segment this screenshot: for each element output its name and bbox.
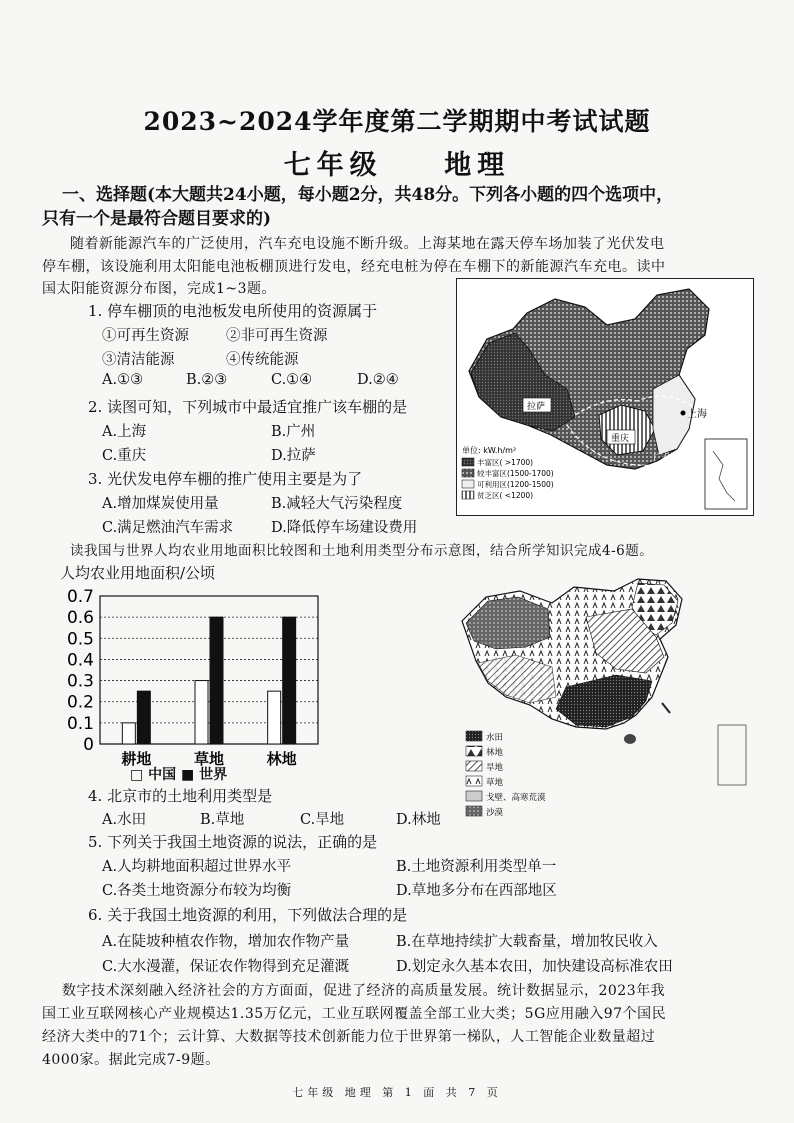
q1-stem: 1. 停车棚顶的电池板发电所使用的资源属于 <box>88 302 378 320</box>
label-guangzhou: 广州 <box>653 453 673 464</box>
intro2: 读我国与世界人均农业用地面积比较图和土地利用类型分布示意图，结合所学知识完成4-6题。 <box>70 543 654 559</box>
q5-option-c[interactable]: C.各类土地资源分布较为均衡 <box>102 883 292 899</box>
land-use-map <box>456 577 752 827</box>
q4-stem: 4. 北京市的土地利用类型是 <box>88 787 273 805</box>
intro3-line2: 国工业互联网核心产业规模达1.35万亿元，工业互联网覆盖全部工业大类；5G应用融入97个国民 <box>42 1006 667 1022</box>
solar-map-unit: 单位: kW.h/m² <box>462 446 517 455</box>
exam-subtitle: 七年级 地理 <box>283 150 511 181</box>
y-tick-label: 0.2 <box>66 692 94 713</box>
q5-option-b[interactable]: B.土地资源利用类型单一 <box>396 859 557 875</box>
legend-fairly-rich: 较丰富区(1500-1700) <box>477 469 554 478</box>
chart-title: 人均农业用地面积/公顷 <box>60 564 216 582</box>
q2-option-d[interactable]: D.拉萨 <box>271 448 316 464</box>
q4-option-d[interactable]: D.林地 <box>396 812 441 828</box>
y-tick-label: 0.5 <box>66 629 94 650</box>
q6-option-a[interactable]: A.在陡坡种植农作物，增加农作物产量 <box>102 934 350 950</box>
legend-desert: 沙漠 <box>486 808 504 818</box>
q4-option-b[interactable]: B.草地 <box>200 812 245 828</box>
x-category-label: 耕地 <box>121 750 152 768</box>
q2-option-b[interactable]: B.广州 <box>271 424 316 440</box>
q1-statement-3: ③清洁能源 <box>102 352 175 368</box>
q2-stem: 2. 读图可知，下列城市中最适宜推广该车棚的是 <box>88 398 408 416</box>
y-tick-label: 0.6 <box>66 608 94 629</box>
intro1-line3: 国太阳能资源分布图，完成1~3题。 <box>42 281 277 297</box>
label-lhasa: 拉萨 <box>527 402 546 412</box>
bar-china <box>195 681 208 744</box>
intro3-line3: 经济大类中的71个；云计算、大数据等技术创新能力位于世界第一梯队，人工智能企业数量超过 <box>42 1029 656 1045</box>
q1-option-b[interactable]: B.②③ <box>186 372 228 388</box>
q2-option-c[interactable]: C.重庆 <box>102 448 147 464</box>
section-heading-line1: 一、选择题(本大题共24小题，每小题2分，共48分。下列各小题的四个选项中， <box>62 185 674 205</box>
legend-poor: 贫乏区( <1200) <box>477 491 534 500</box>
q5-option-d[interactable]: D.草地多分布在西部地区 <box>396 883 557 899</box>
x-category-label: 林地 <box>266 750 297 768</box>
q1-statement-1: ①可再生资源 <box>102 328 189 344</box>
q6-option-b[interactable]: B.在草地持续扩大载畜量，增加牧民收入 <box>396 934 658 950</box>
page-footer: 七年级 地理 第 1 面 共 7 页 <box>292 1086 502 1099</box>
solar-map-graphic <box>457 279 753 515</box>
q6-option-c[interactable]: C.大水漫灌，保证农作物得到充足灌溉 <box>102 959 350 975</box>
q1-option-c[interactable]: C.①④ <box>271 372 313 388</box>
q3-option-b[interactable]: B.减轻大气污染程度 <box>271 496 403 512</box>
q1-option-d[interactable]: D.②④ <box>357 372 399 388</box>
intro1-line1: 随着新能源汽车的广泛使用，汽车充电设施不断升级。上海某地在露天停车场加装了光伏发电 <box>70 236 665 252</box>
q6-option-d[interactable]: D.划定永久基本农田，加快建设高标准农田 <box>396 959 673 975</box>
q1-statement-4: ④传统能源 <box>226 352 299 368</box>
label-shanghai: 上海 <box>687 409 707 420</box>
q3-option-d[interactable]: D.降低停车场建设费用 <box>271 520 418 536</box>
land-legend <box>466 731 546 818</box>
y-tick-label: 0 <box>83 735 94 755</box>
q1-statement-2: ②非可再生资源 <box>226 328 328 344</box>
q3-stem: 3. 光伏发电停车棚的推广使用主要是为了 <box>88 470 363 488</box>
bar-chart-svg <box>56 584 336 784</box>
chart-legend: □ 中国 ■ 世界 <box>130 767 228 783</box>
land-map-graphic <box>456 577 752 827</box>
q6-stem: 6. 关于我国土地资源的利用，下列做法合理的是 <box>88 906 408 924</box>
legend-paddy: 水田 <box>486 733 504 743</box>
solar-resource-map <box>456 278 754 516</box>
bar-china <box>122 723 135 744</box>
q4-option-c[interactable]: C.旱地 <box>300 812 345 828</box>
y-tick-label: 0.7 <box>66 587 94 607</box>
legend-rich: 丰富区( >1700) <box>477 458 534 467</box>
legend-gobi: 戈壁、高寒荒漠 <box>486 793 546 803</box>
legend-forest: 林地 <box>486 748 504 758</box>
y-tick-label: 0.4 <box>66 650 94 671</box>
bar-china <box>268 691 281 744</box>
q4-option-a[interactable]: A.水田 <box>102 812 147 828</box>
q1-option-a[interactable]: A.①③ <box>102 372 144 388</box>
q5-stem: 5. 下列关于我国土地资源的说法，正确的是 <box>88 833 378 851</box>
q3-option-c[interactable]: C.满足燃油汽车需求 <box>102 520 234 536</box>
q2-option-a[interactable]: A.上海 <box>102 424 147 440</box>
intro3-line4: 4000家。据此完成7-9题。 <box>42 1052 220 1068</box>
x-category-label: 草地 <box>193 750 225 768</box>
intro1-line2: 停车棚，该设施利用太阳能电池板棚顶进行发电，经充电桩为停在车棚下的新能源汽车充电。读中 <box>42 259 666 275</box>
bar-world <box>137 691 150 744</box>
intro3-line1: 数字技术深刻融入经济社会的方方面面，促进了经济的高质量发展。统计数据显示，2023年我 <box>62 983 666 999</box>
farmland-bar-chart <box>56 562 336 790</box>
bar-world <box>210 617 223 744</box>
legend-grassland: 草地 <box>486 778 504 788</box>
y-tick-label: 0.1 <box>66 713 94 734</box>
section-heading-line2: 只有一个是最符合题目要求的) <box>42 209 272 229</box>
y-tick-label: 0.3 <box>66 671 94 692</box>
legend-dryland: 旱地 <box>486 763 504 773</box>
q3-option-a[interactable]: A.增加煤炭使用量 <box>102 496 219 512</box>
bar-world <box>283 617 296 744</box>
exam-title: 2023~2024学年度第二学期期中考试试题 <box>143 107 651 136</box>
q5-option-a[interactable]: A.人均耕地面积超过世界水平 <box>102 859 292 875</box>
legend-available: 可利用区(1200-1500) <box>477 480 554 489</box>
label-chongqing: 重庆 <box>611 434 630 444</box>
